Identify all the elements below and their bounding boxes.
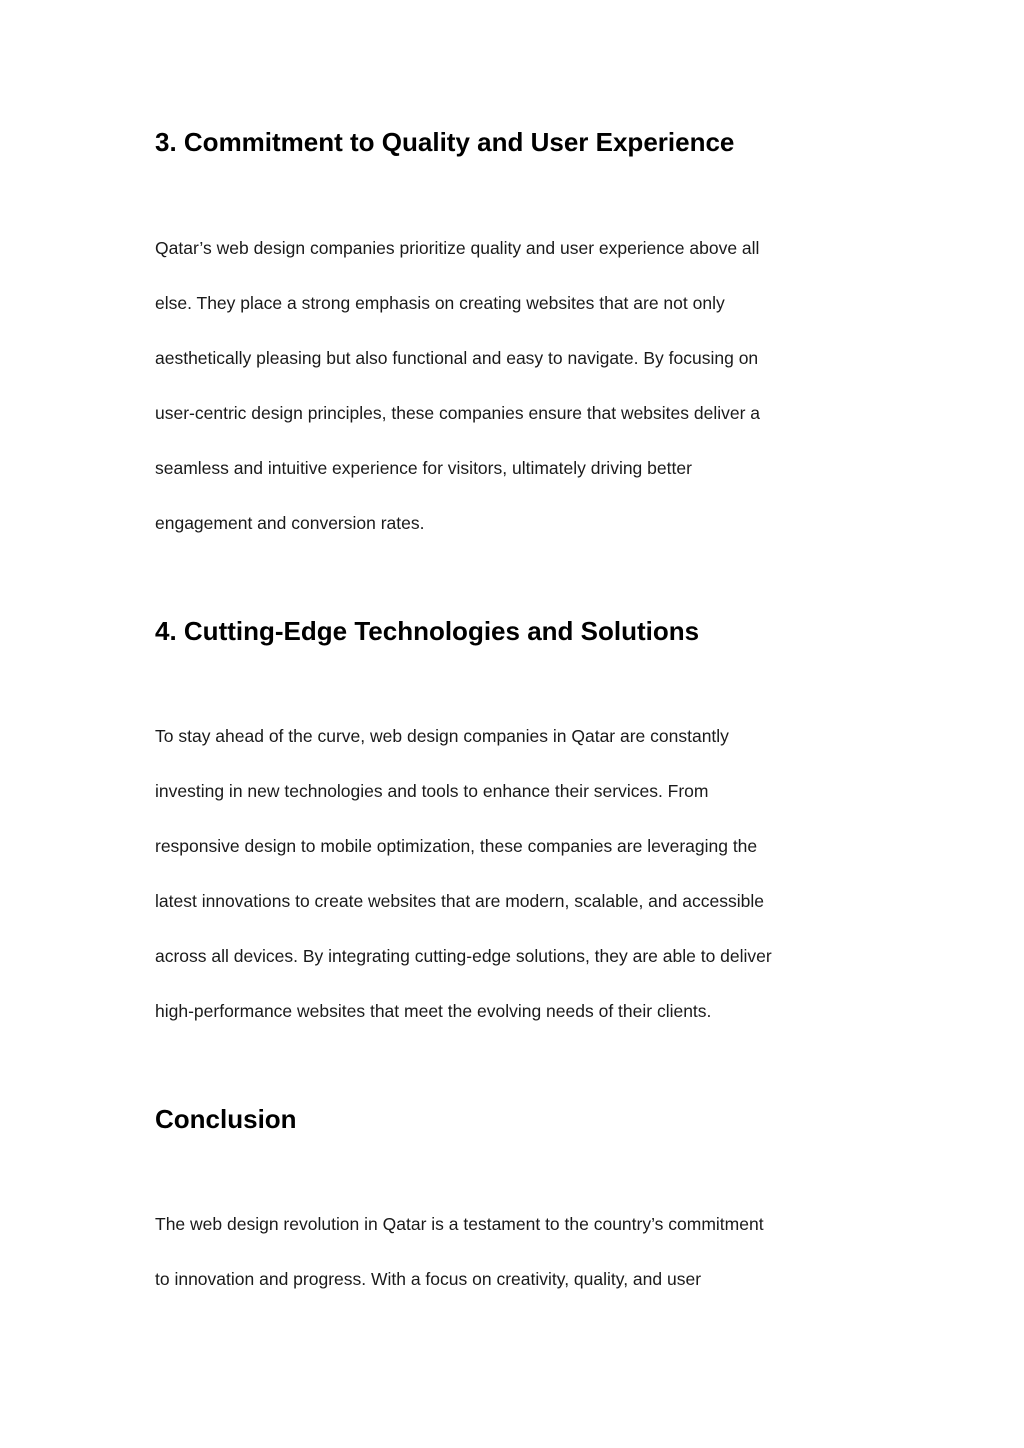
text-line: engagement and conversion rates. — [155, 513, 425, 533]
text-line: responsive design to mobile optimization, these companies are leveraging the — [155, 836, 758, 856]
text-line: else. They place a strong emphasis on creating websites that are not only — [155, 293, 725, 313]
paragraph-technologies — [155, 709, 772, 1039]
text-line: high-performance websites that meet the evolving needs of their clients. — [155, 1001, 712, 1021]
text-line: seamless and intuitive experience for visitors, ultimately driving better — [155, 458, 692, 478]
section-heading-quality: 3. Commitment to Quality and User Experience — [155, 127, 735, 157]
text-line: aesthetically pleasing but also functional and easy to navigate. By focusing on — [155, 348, 759, 368]
text-line: to innovation and progress. With a focus on creativity, quality, and user — [155, 1269, 702, 1289]
section-heading-conclusion: Conclusion — [155, 1104, 297, 1134]
section-heading-technologies: 4. Cutting-Edge Technologies and Solutions — [155, 616, 700, 646]
text-line: The web design revolution in Qatar is a testament to the country’s commitment — [155, 1214, 764, 1234]
text-line: investing in new technologies and tools to enhance their services. From — [155, 781, 709, 801]
text-line: To stay ahead of the curve, web design companies in Qatar are constantly — [155, 726, 729, 746]
text-line: user-centric design principles, these companies ensure that websites deliver a — [155, 403, 761, 423]
text-line: Qatar’s web design companies prioritize quality and user experience above all — [155, 238, 760, 258]
paragraph-conclusion — [155, 1197, 764, 1307]
paragraph-quality — [155, 221, 760, 551]
text-line: across all devices. By integrating cutting-edge solutions, they are able to deliver — [155, 946, 772, 966]
text-line: latest innovations to create websites that are modern, scalable, and accessible — [155, 891, 764, 911]
